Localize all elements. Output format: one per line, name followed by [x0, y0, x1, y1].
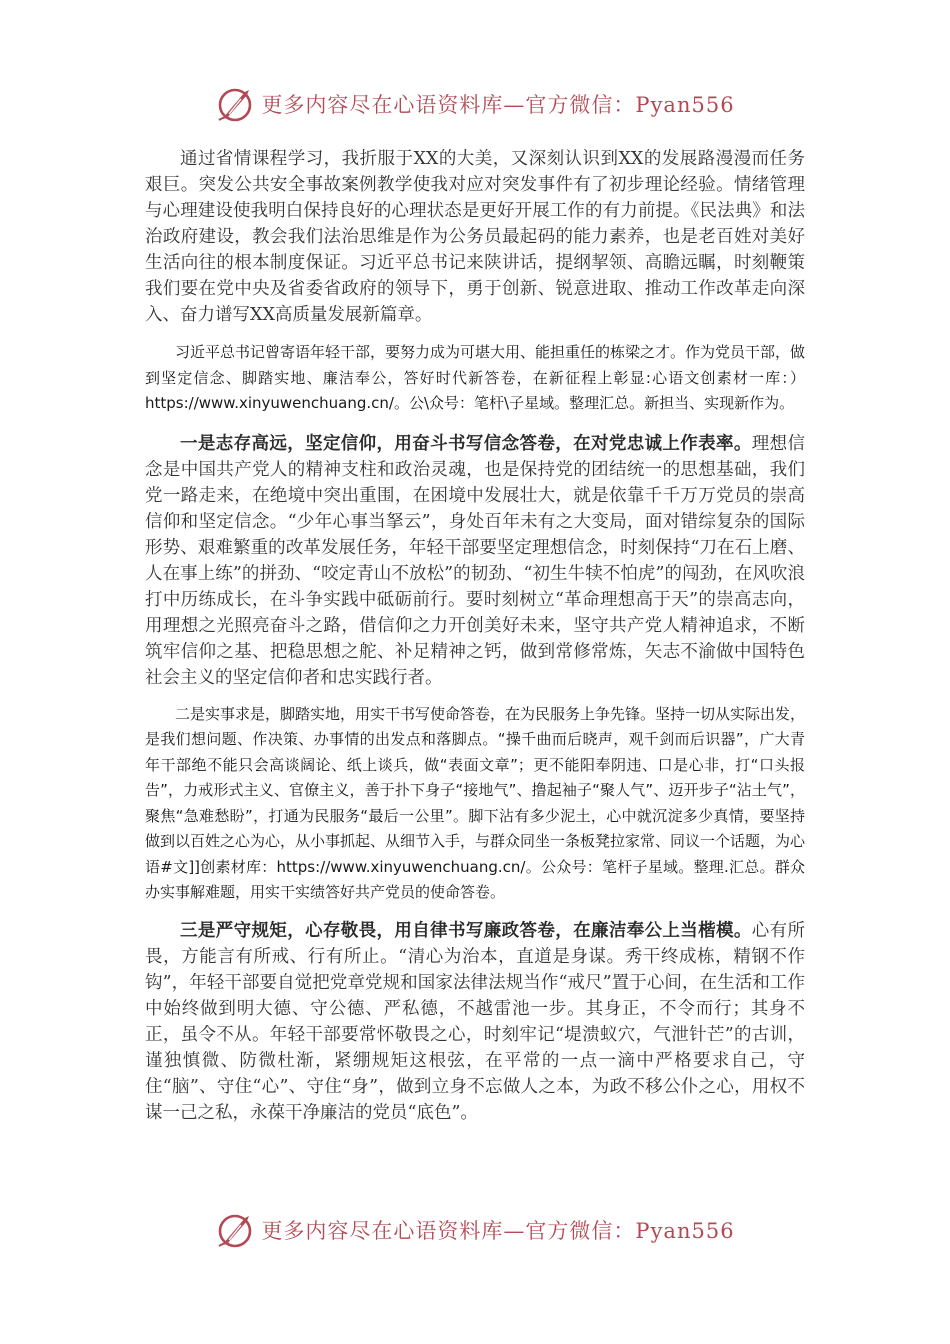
paragraph-point-three: [145, 918, 805, 1126]
paragraph-lead-heading: 一是志存高远，坚定信仰，用奋斗书写信念答卷，在对党忠诚上作表率。: [180, 433, 752, 454]
paragraph-point-one: [145, 431, 805, 691]
footer-banner: [0, 1208, 950, 1252]
header-banner: [0, 82, 950, 126]
paragraph-text: 理想信念是中国共产党人的精神支柱和政治灵魂，也是保持党的团结统一的思想基础，我们党一路走来，在绝境中突出重围，在困境中发展壮大，就是依靠千千万万党员的崇高信仰和坚定信念。“少年心事当拏云”，身处百年未有之大变局，面对错综复杂的国际形势、艰难繁重的改革发展任务，年轻干部要坚定理想信念，时刻保持“刀在石上磨、人在事上练”的拼劲、“咬定青山不放松”的韧劲、“初生牛犊不怕虎”的闯劲，在风吹浪打中历练成长，在斗争实践中砥砺前行。要时刻树立“革命理想高于天”的崇高志向，用理想之光照亮奋斗之路，借信仰之力开创美好未来，坚守共产党人精神追求，不断筑牢信仰之基、把稳思想之舵、补足精神之钙，做到常修常炼，矢志不渝做中国特色社会主义的坚定信仰者和忠实践行者。: [145, 433, 806, 688]
paragraph-text: 二是实事求是，脚踏实地，用实干书写使命答卷，在为民服务上争先锋。坚持一切从实际出发，是我们想问题、作决策、办事情的出发点和落脚点。“操千曲而后晓声，观千剑而后识器”，广大青年干部绝不能只会高谈阔论、纸上谈兵，做“表面文章”；更不能阳奉阴违、口是心非，打“口头报告”，力戒形式主义、官僚主义，善于扑下身子“接地气”、撸起袖子“聚人气”、迈开步子“沾土气”，聚焦“急难愁盼”，打通为民服务“最后一公里”。脚下沾有多少泥土，心中就沉淀多少真情，要坚持做到以百姓之心为心，从小事抓起、从细节入手，与群众同坐一条板凳拉家常、同议一个话题，为心语#文]]创素材库：https://www.xinyuwenchuang.cn/。公众号：笔杆子星域。整理.汇总。群众办实事解难题，用实干实绩答好共产党员的使命答卷。: [145, 704, 806, 901]
paragraph-point-two: [145, 702, 805, 906]
footer-banner-text: 更多内容尽在心语资料库—官方微信：Pyan556: [261, 1219, 735, 1243]
paragraph-lead-heading: 三是严守规矩，心存敬畏，用自律书写廉政答卷，在廉洁奉公上当楷模。: [180, 920, 752, 941]
paragraph-text: 心有所畏，方能言有所戒、行有所止。“清心为治本，直道是身谋。秀干终成栋，精钢不作钩”，年轻干部要自觉把党章党规和国家法律法规当作“戒尺”置于心间，在生活和工作中始终做到明大德、守公德、严私德，不越雷池一步。其身正，不令而行；其身不正，虽令不从。年轻干部要常怀敬畏之心，时刻牢记“堤溃蚁穴，气泄针芒”的古训，谨独慎微、防微杜渐，紧绷规矩这根弦，在平常的一点一滴中严格要求自己，守住“脑”、守住“心”、守住“身”，做到立身不忘做人之本，为政不移公仆之心，用权不谋一己之私，永葆干净廉洁的党员“底色”。: [145, 920, 806, 1123]
paragraph-intro: [145, 146, 805, 328]
header-banner-text: 更多内容尽在心语资料库—官方微信：Pyan556: [261, 93, 735, 117]
paragraph-summary: [145, 340, 805, 417]
paragraph-text: 习近平总书记曾寄语年轻干部，要努力成为可堪大用、能担重任的栋梁之才。作为党员干部，做到坚定信念、脚踏实地、廉洁奉公，答好时代新答卷，在新征程上彰显:心语文创素材一库：）https://www.xinyuwenchuang.cn/。公\众号：笔杆\子星域。整理汇总。新担当、实现新作为。: [145, 343, 806, 412]
quill-pen-logo-icon: [215, 1210, 255, 1250]
paragraph-text: 通过省情课程学习，我折服于XX的大美，又深刻认识到XX的发展路漫漫而任务艰巨。突发公共安全事故案例教学使我对应对突发事件有了初步理论经验。情绪管理与心理建设使我明白保持良好的心理状态是更好开展工作的有力前提。《民法典》和法治政府建设，教会我们法治思维是作为公务员最起码的能力素养，也是老百姓对美好生活向往的根本制度保证。习近平总书记来陕讲话，提纲挈领、高瞻远瞩，时刻鞭策我们要在党中央及省委省政府的领导下，勇于创新、锐意进取、推动工作改革走向深入、奋力谱写XX高质量发展新篇章。: [145, 149, 805, 325]
quill-pen-logo-icon: [215, 84, 255, 124]
document-body: [145, 144, 805, 1126]
